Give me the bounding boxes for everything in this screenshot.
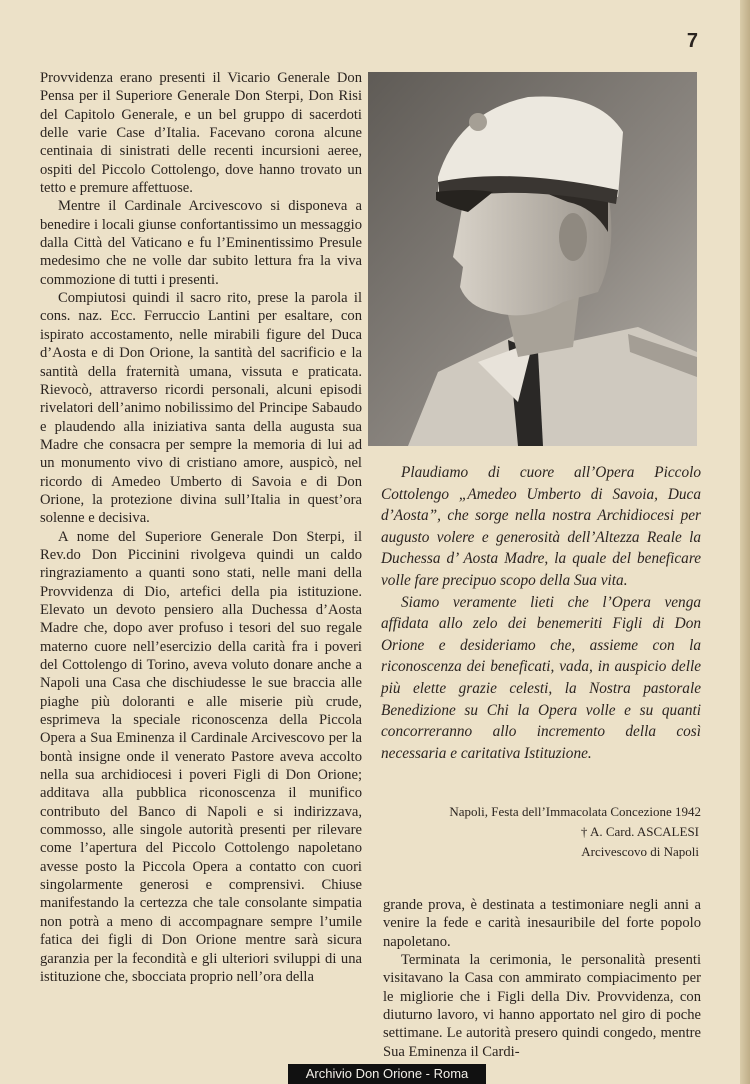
signature-block xyxy=(381,802,701,862)
place-date: Napoli, Festa dell’Immacolata Concezione 1942 xyxy=(449,804,701,819)
paragraph: Compiutosi quindi il sacro rito, prese la parola il cons. naz. Ecc. Ferruccio Lantini per esaltare, con ispirato accostamento, nelle mirabili figure del Duca d’Aosta e di Don Orione, la santità del sacrificio e la santità della fraternità umana, vissuta e praticata. Rievocò, attraverso ricordi personali, alcuni episodi rivelatori dell’animo nobilissimo del Principe Sabaudo e plaudendo alla iniziativa santa della augusta sua Madre che consacra per sempre la memoria di lui ad un monumento vivo di cristiano amore, auspicò, nel ricordo di Amedeo Umberto di Savoia e di Don Orione, la protezione divina sull’Italia in quest’ora solenne e decisiva. xyxy=(40,290,362,527)
archive-watermark: Archivio Don Orione - Roma xyxy=(288,1064,486,1084)
paragraph: Provvidenza erano presenti il Vicario Generale Don Pensa per il Superiore Generale Don Sterpi, Don Risi del Capitolo Generale, e un bel gruppo di sacerdoti delle varie Case d’Italia. Facevano corona alcune centinaia di sinistrati delle recenti incursioni aeree, ospiti del Piccolo Cottolengo, dove hanno trovato un tetto e premure affettuose. xyxy=(40,70,362,197)
signer-title: Arcivescovo di Napoli xyxy=(581,844,699,859)
page-number: 7 xyxy=(686,30,698,52)
right-column-bottom xyxy=(383,896,701,1061)
portrait-photo xyxy=(368,72,697,446)
paragraph: Terminata la cerimonia, le personalità presenti visitavano la Casa con ammirato compiacimento per le migliorie che i Figli della Div. Provvidenza, con diuturno lavoro, vi hanno apportato nel giro di poche settimane. Le autorità presero quindi congedo, mentre Sua Eminenza il Cardi- xyxy=(383,952,701,1060)
paragraph: A nome del Superiore Generale Don Sterpi, il Rev.do Don Piccinini rivolgeva quindi un caldo ringraziamento a quanti sono stati, nelle mani della Provvidenza di Dio, artefici della pia istituzione. Elevato un devoto pensiero alla Duchessa d’Aosta Madre che, dopo aver profuso i tesori del suo regale materno cuore nell’esercizio della carità fra i poveri del Cottolengo di Torino, aveva voluto donare anche a Napoli una Casa che dischiudesse le sue braccia alle piaghe più doloranti e alle miserie più crude, esprimeva la speciale riconoscenza della Piccola Opera a Sua Eminenza il Cardinale Arcivescovo per la bontà insigne onde il venerato Pastore aveva accolto nella sua archidiocesi i poveri Figli di Don Orione; additava alla pubblica riconoscenza il munifico contributo del Banco di Napoli e si indirizzava, commosso, alle singole autorità presenti per rilevare come l’apertura del Piccolo Cottolengo napoletano avesse posto la Piccola Opera a contatto con cuori singolarmente generosi e comprensivi. Chiuse manifestando la certezza che tale consolante simpatia non potrà a meno di accompagnare sempre l’umile fatica dei figli di Don Orione mentre sarà sicura garanzia per la fecondità e gli ulteriori sviluppi di una istituzione che, sbocciata proprio nell’ora della xyxy=(40,528,362,985)
quote-paragraph: Siamo veramente lieti che l’Opera venga affidata allo zelo dei benemeriti Figli di Don Orione e desideriamo che, assieme con la riconoscenza dei beneficati, vada, in auspicio delle più elette grazie celesti, la Nostra pastorale Benedizione su Chi la Opera volle e su quanti concorreranno allo incremento della così necessaria e caritativa Istituzione. xyxy=(381,593,701,762)
paragraph: Mentre il Cardinale Arcivescovo si disponeva a benedire i locali giunse confortantissimo un messaggio dalla Città del Vaticano e fu l’Eminentissimo Presule medesimo che ne volle dar subito lettura fra la viva commozione di tutti i presenti. xyxy=(40,198,362,288)
left-column xyxy=(40,69,362,986)
archbishop-message xyxy=(381,462,701,764)
page-edge xyxy=(740,0,750,1084)
quote-paragraph: Plaudiamo di cuore all’Opera Piccolo Cottolengo „Amedeo Umberto di Savoia, Duca d’Aosta”, che sorge nella nostra Archidiocesi per augusto volere e generosità dell’Altezza Reale la Duchessa d’ Aosta Madre, la quale del beneficare volle fare precipuo scopo della Sua vita. xyxy=(381,464,701,589)
signer-name: † A. Card. ASCALESI xyxy=(580,824,699,839)
paragraph: grande prova, è destinata a testimoniare negli anni a venire la fede e carità inesauribile del forte popolo napoletano. xyxy=(383,897,701,950)
